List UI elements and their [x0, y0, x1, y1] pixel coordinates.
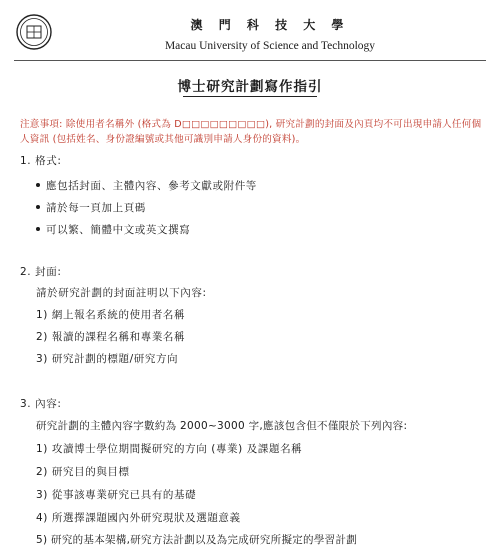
list-item: 1) 網上報名系統的使用者名稱	[36, 309, 186, 321]
list-item: 3) 從事該專業研究已具有的基礎	[36, 489, 197, 501]
list-item-text: 應包括封面、主體內容、參考文獻或附件等	[46, 180, 257, 192]
list-item: 4) 所選擇課題國內外研究現狀及選題意義	[36, 512, 241, 524]
list-item: 1) 攻讀博士學位期間擬研究的方向 (專業) 及課題名稱	[36, 443, 303, 455]
list-item: 2) 報讀的課程名稱和專業名稱	[36, 331, 186, 343]
university-name-english: Macau University of Science and Technology	[164, 40, 376, 52]
list-item	[36, 178, 257, 193]
bullet-icon	[36, 227, 40, 231]
notice-paragraph: 注意事項: 除使用者名稱外 (格式為 D□□□□□□□□□), 研究計劃的封面及內頁均不可出現申請人任何個人資訊 (包括姓名、身份證編號或其他可識別申請人身份的資料)。	[20, 119, 482, 145]
list-item-text: 請於每一頁加上頁碼	[46, 202, 146, 214]
list-item	[36, 222, 190, 237]
title-underline	[183, 96, 317, 97]
header-divider	[14, 60, 486, 61]
university-seal-logo	[16, 14, 52, 50]
list-item-text: 可以繁、簡體中文或英文撰寫	[46, 224, 191, 236]
section-heading-content: 3. 內容:	[20, 398, 62, 410]
list-item: 5) 研究的基本架構,研究方法計劃以及為完成研究所擬定的學習計劃	[36, 534, 358, 546]
section-heading-cover: 2. 封面:	[20, 266, 62, 278]
bullet-icon	[36, 183, 40, 187]
bullet-icon	[36, 205, 40, 209]
list-item: 2) 研究目的與目標	[36, 466, 130, 478]
list-item: 3) 研究計劃的標題/研究方向	[36, 353, 179, 365]
section-intro: 研究計劃的主體內容字數約為 2000~3000 字,應該包含但不僅限於下列內容:	[36, 420, 408, 432]
document-title: 博士研究計劃寫作指引	[177, 79, 323, 95]
list-item	[36, 200, 146, 215]
section-heading-format: 1. 格式:	[20, 155, 62, 167]
section-intro: 請於研究計劃的封面註明以下內容:	[36, 287, 207, 299]
university-name-chinese: 澳 門 科 技 大 學	[190, 18, 350, 32]
